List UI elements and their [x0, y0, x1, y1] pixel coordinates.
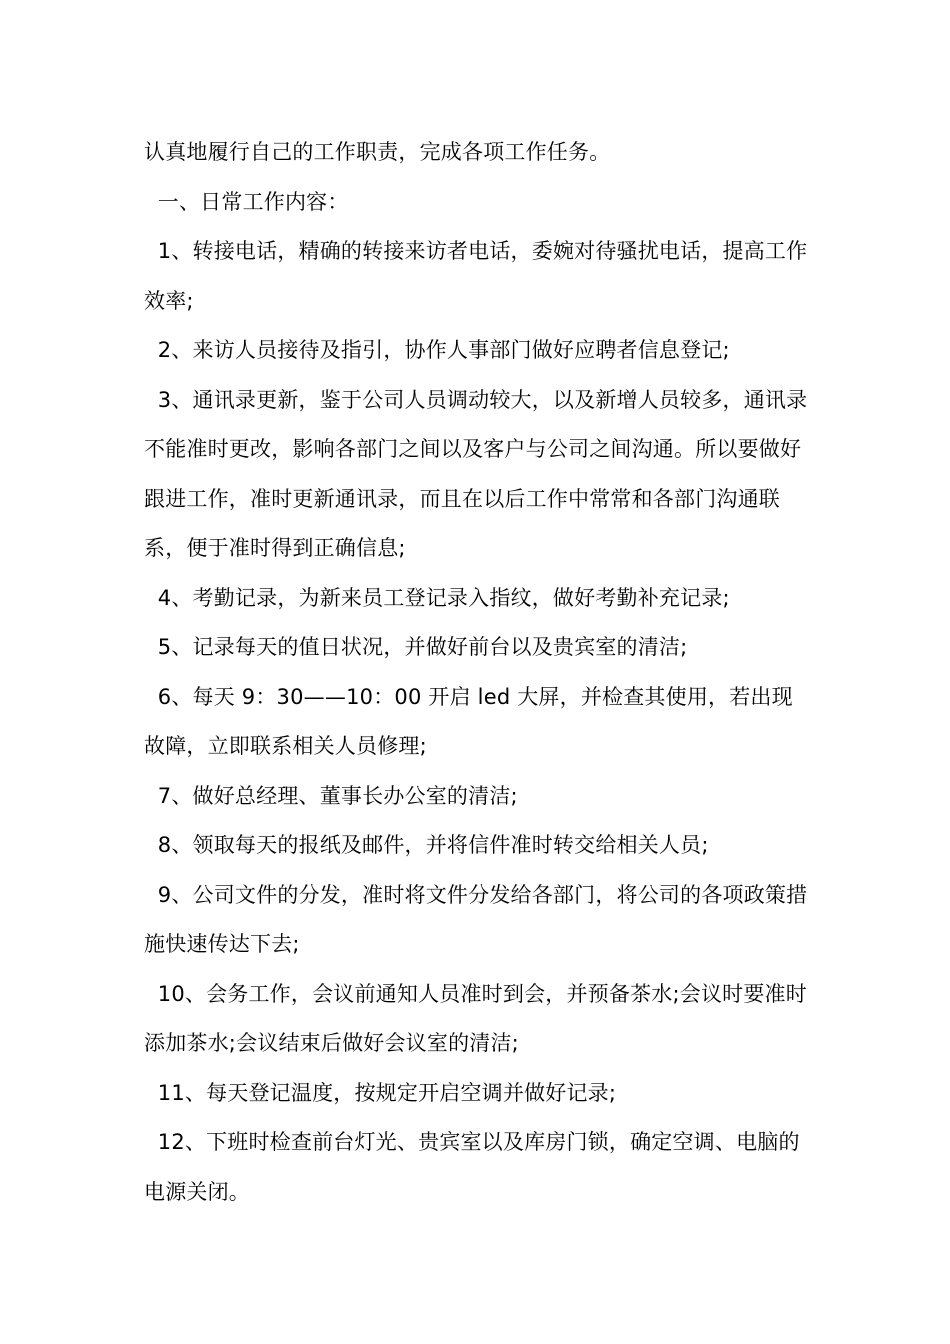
list-item: 12、下班时检查前台灯光、贵宾室以及库房门锁，确定空调、电脑的电源关闭。: [144, 1130, 800, 1204]
list-item: 1、转接电话，精确的转接来访者电话，委婉对待骚扰电话，提高工作效率;: [144, 239, 808, 313]
list-item: 2、来访人员接待及指引，协作人事部门做好应聘者信息登记;: [144, 338, 730, 362]
list-item: 11、每天登记温度，按规定开启空调并做好记录;: [144, 1080, 617, 1105]
section-heading: 一、日常工作内容：: [144, 189, 349, 214]
list-item: 5、记录每天的值日状况，并做好前台以及贵宾室的清洁;: [144, 635, 688, 659]
list-item: 10、会务工作，会议前通知人员准时到会，并预备茶水;会议时要准时添加茶水;会议结束后做好会议室的清洁;: [144, 981, 807, 1055]
list-item: 7、做好总经理、董事长办公室的清洁;: [144, 783, 518, 808]
list-item: 9、公司文件的分发，准时将文件分发给各部门，将公司的各项政策措施快速传达下去;: [144, 882, 808, 956]
document-body: [144, 128, 808, 1217]
list-item: 4、考勤记录，为新来员工登记录入指纹，做好考勤补充记录;: [144, 585, 730, 610]
list-item: 6、每天 9：30——10：00 开启 led 大屏，并检查其使用，若出现故障，立即联系相关人员修理;: [144, 684, 793, 758]
paragraph-intro: 认真地履行自己的工作职责，完成各项工作任务。: [144, 140, 611, 164]
list-item: 3、通讯录更新，鉴于公司人员调动较大，以及新增人员较多，通讯录不能准时更改，影响各部门之间以及客户与公司之间沟通。所以要做好跟进工作，准时更新通讯录，而且在以后工作中常常和各部门沟通联系，便于准时得到正确信息;: [144, 387, 808, 560]
list-item: 8、领取每天的报纸及邮件，并将信件准时转交给相关人员;: [144, 833, 709, 857]
